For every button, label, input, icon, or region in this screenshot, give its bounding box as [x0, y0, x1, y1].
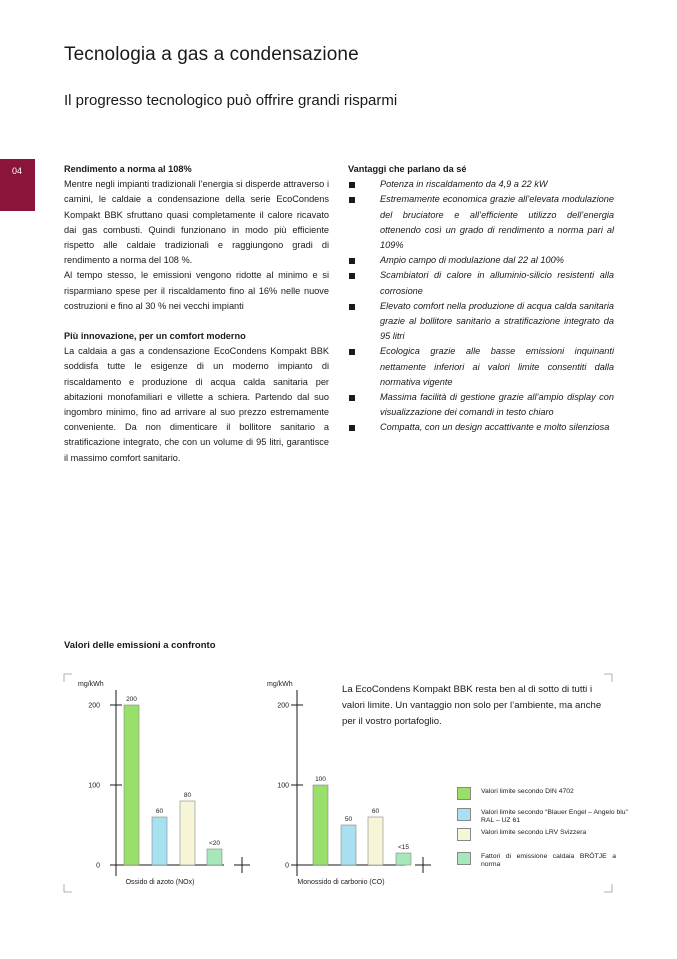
chart-bar: [207, 849, 222, 865]
chart-bar: [368, 817, 383, 865]
legend-swatch: [457, 852, 471, 865]
section-heading-efficiency: Rendimento a norma al 108%: [64, 164, 192, 174]
emissions-section-title: Valori delle emissioni a confronto: [64, 640, 216, 651]
section-heading-innovation: Più innovazione, per un comfort moderno: [64, 331, 246, 342]
frame-corner-mark: [604, 884, 612, 892]
list-item: Potenza in riscaldamento da 4,9 a 22 kW: [348, 177, 614, 192]
bar-data-label: 60: [155, 808, 164, 815]
list-item: Scambiatori di calore in alluminio-silicio resistenti alla corrosione: [348, 268, 614, 298]
list-item: Ampio campo di modulazione dal 22 al 100%: [348, 253, 614, 268]
section-body-efficiency: Mentre negli impianti tradizionali l’energia si disperde attraverso i camini, le caldaie a condensazione della serie EcoCondens Kompakt BBK sfruttano quasi completamente il calore ricavato dai gas combusti. Quindi funzionano in modo più efficiente rispetto alle caldaie tradizionali e raggiungono gradi di rendimento a norma del 108 %.: [64, 179, 329, 266]
bar-data-label: 80: [183, 792, 192, 799]
chart-bar: [341, 825, 356, 865]
legend-swatch: [457, 828, 471, 841]
x-axis-label: Ossido di azoto (NOx): [125, 879, 195, 886]
bar-data-label: <20: [208, 840, 221, 847]
frame-corner-mark: [604, 674, 612, 682]
chart-bar: [152, 817, 167, 865]
emissions-summary: La EcoCondens Kompakt BBK resta ben al di sotto di tutti i valori limite. Un vantaggio non solo per l’ambiente, ma anche per il vostro portafoglio.: [342, 684, 602, 727]
y-tick-label: 100: [277, 782, 289, 790]
bar-data-label: 50: [344, 816, 353, 823]
y-tick-label: 0: [96, 862, 100, 870]
frame-corner-mark: [64, 884, 72, 892]
chart-bar: [180, 801, 195, 865]
chart-bar: [124, 705, 139, 865]
section-body-innovation: La caldaia a gas a condensazione EcoCondens Kompakt BBK soddisfa tutte le esigenze di un moderno impianto di riscaldamento e produzione di acqua calda sanitaria per abitazioni monofamiliari e villette a schiera. Partendo dal suo ingombro minimo, fino ad arrivare al suo prezzo estremamente conveniente. Da non dimenticare il bollitore sanitario a stratificazione integrato, che con un volume di 95 litri, garantisce il massimo comfort sanitario.: [64, 346, 329, 463]
list-item: Estremamente economica grazie all’elevata modulazione del bruciatore e all’efficiente utilizzo dell’energia ottenendo così un grado di rendimento a norma pari al 109%: [348, 192, 614, 253]
advantages-heading: Vantaggi che parlano da sé: [348, 164, 467, 174]
page-title: Tecnologia a gas a condensazione: [64, 44, 359, 65]
frame-corner-mark: [64, 674, 72, 682]
chart-bar: [396, 853, 411, 865]
x-axis-label: Monossido di carbonio (CO): [297, 879, 385, 886]
bar-data-label: <15: [397, 844, 410, 851]
list-item: Elevato comfort nella produzione di acqua calda sanitaria grazie al bollitore sanitario a stratificazione integrato da 95 litri: [348, 299, 614, 345]
chart-bar: [313, 785, 328, 865]
legend-label: Fattori di emissione caldaia BRÖTJE a norma: [481, 853, 616, 869]
section-body-savings: Al tempo stesso, le emissioni vengono ridotte al minimo e si risparmiano spese per il riscaldamento fino al 16% nelle nuove costruzioni e fino al 30 % nei vecchi impianti: [64, 270, 329, 311]
y-axis-unit-label: mg/kWh: [267, 681, 293, 688]
page-number: 04: [12, 166, 23, 176]
page-subtitle: Il progresso tecnologico può offrire grandi risparmi: [64, 92, 398, 109]
bar-data-label: 60: [371, 808, 380, 815]
list-item: Massima facilità di gestione grazie all’ampio display con visualizzazione dei comandi in testo chiaro: [348, 390, 614, 420]
legend-label: Valori limite secondo DIN 4702: [481, 788, 574, 795]
y-tick-label: 200: [88, 702, 100, 710]
bar-data-label: 100: [315, 776, 326, 783]
legend-label: Valori limite secondo “Blauer Engel – Angelo blu” RAL – UZ 61: [481, 809, 628, 825]
legend-swatch: [457, 808, 471, 821]
legend-label: Valori limite secondo LRV Svizzera: [481, 829, 587, 836]
list-item: Ecologica grazie alle basse emissioni inquinanti nettamente inferiori ai valori limite consentiti dalla normativa vigente: [348, 344, 614, 390]
list-item: Compatta, con un design accattivante e molto silenziosa: [348, 420, 614, 435]
y-axis-unit-label: mg/kWh: [78, 681, 104, 688]
bar-data-label: 200: [126, 696, 137, 703]
y-tick-label: 0: [285, 862, 289, 870]
y-tick-label: 200: [277, 702, 289, 710]
y-tick-label: 100: [88, 782, 100, 790]
legend-swatch: [457, 787, 471, 800]
